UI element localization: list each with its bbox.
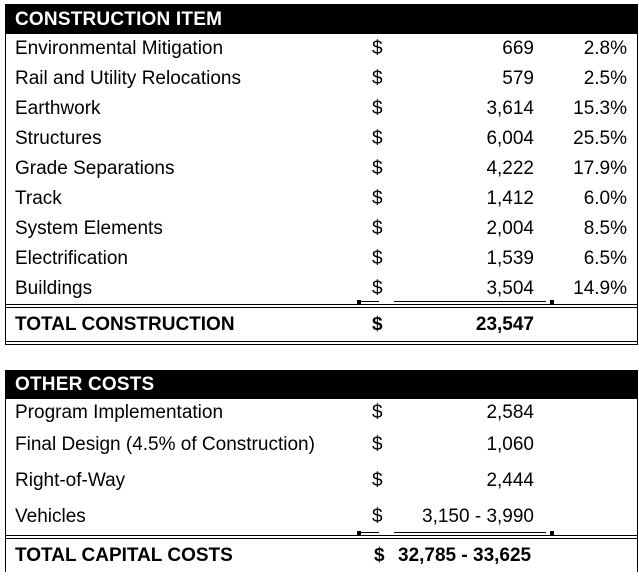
- row-percent: 14.9%: [573, 278, 627, 299]
- total-amount: 23,547: [475, 314, 534, 335]
- row-label: Final Design (4.5% of Construction): [15, 434, 315, 455]
- row-percent: 6.5%: [583, 248, 627, 269]
- table-row: [6, 34, 637, 64]
- table-row: [6, 94, 637, 124]
- table-row: [6, 214, 637, 244]
- currency-symbol: $: [374, 545, 385, 566]
- total-label: TOTAL CAPITAL COSTS: [15, 545, 233, 566]
- table-row: [6, 184, 637, 214]
- row-label: Grade Separations: [15, 158, 175, 179]
- row-amount: 2,004: [486, 218, 534, 239]
- currency-symbol: $: [372, 278, 383, 299]
- row-label: System Elements: [15, 218, 163, 239]
- row-percent: 15.3%: [573, 98, 627, 119]
- currency-symbol: $: [372, 128, 383, 149]
- currency-symbol: $: [372, 218, 383, 239]
- row-label: Structures: [15, 128, 102, 149]
- row-amount: 1,060: [486, 434, 534, 455]
- row-label: Rail and Utility Relocations: [15, 68, 241, 89]
- row-percent: 6.0%: [583, 188, 627, 209]
- table-row: [6, 502, 637, 535]
- currency-symbol: $: [372, 68, 383, 89]
- row-label: Buildings: [15, 278, 93, 299]
- subtotal-underline: [394, 532, 546, 533]
- table-row: [6, 64, 637, 94]
- currency-symbol: $: [372, 314, 383, 335]
- row-label: Program Implementation: [15, 402, 224, 423]
- row-amount: 2,584: [486, 402, 534, 423]
- total-construction-row: [6, 304, 637, 345]
- row-label: Right-of-Way: [15, 470, 126, 491]
- currency-symbol: $: [372, 158, 383, 179]
- row-percent: 2.5%: [583, 68, 627, 89]
- currency-symbol: $: [372, 470, 383, 491]
- table-row: [6, 244, 637, 274]
- currency-symbol: $: [372, 248, 383, 269]
- other-costs-header: OTHER COSTS: [6, 370, 637, 399]
- row-percent: 8.5%: [583, 218, 627, 239]
- row-amount: 4,222: [486, 158, 534, 179]
- row-percent: 2.8%: [583, 38, 627, 59]
- construction-header: CONSTRUCTION ITEM: [6, 4, 637, 34]
- table-row: [6, 399, 637, 430]
- row-label: Environmental Mitigation: [15, 38, 224, 59]
- table-row: [6, 154, 637, 184]
- currency-symbol: $: [372, 506, 383, 527]
- row-amount: 669: [502, 38, 534, 59]
- row-amount: 6,004: [486, 128, 534, 149]
- row-label: Track: [15, 188, 62, 209]
- currency-symbol: $: [372, 98, 383, 119]
- table-row: [6, 124, 637, 154]
- currency-symbol: $: [372, 188, 383, 209]
- subtotal-underline: [394, 301, 546, 302]
- row-amount: 2,444: [486, 470, 534, 491]
- row-amount: 1,412: [486, 188, 534, 209]
- table-row: [6, 466, 637, 502]
- total-label: TOTAL CONSTRUCTION: [15, 314, 235, 335]
- currency-symbol: $: [372, 38, 383, 59]
- row-amount: 579: [502, 68, 534, 89]
- row-label: Vehicles: [15, 506, 86, 527]
- row-amount: 1,539: [486, 248, 534, 269]
- row-percent: 25.5%: [573, 128, 627, 149]
- row-amount: 3,504: [486, 278, 534, 299]
- currency-symbol: $: [372, 434, 383, 455]
- total-amount: 32,785 - 33,625: [398, 545, 532, 566]
- row-amount: 3,614: [486, 98, 534, 119]
- row-amount: 3,150 - 3,990: [422, 506, 534, 527]
- total-capital-costs-row: [6, 535, 637, 572]
- construction-cost-table: [5, 4, 638, 345]
- row-label: Electrification: [15, 248, 128, 269]
- row-label: Earthwork: [15, 98, 101, 119]
- other-costs-table: [5, 370, 638, 572]
- row-percent: 17.9%: [573, 158, 627, 179]
- table-row: [6, 430, 637, 466]
- table-row: [6, 274, 637, 304]
- currency-symbol: $: [372, 402, 383, 423]
